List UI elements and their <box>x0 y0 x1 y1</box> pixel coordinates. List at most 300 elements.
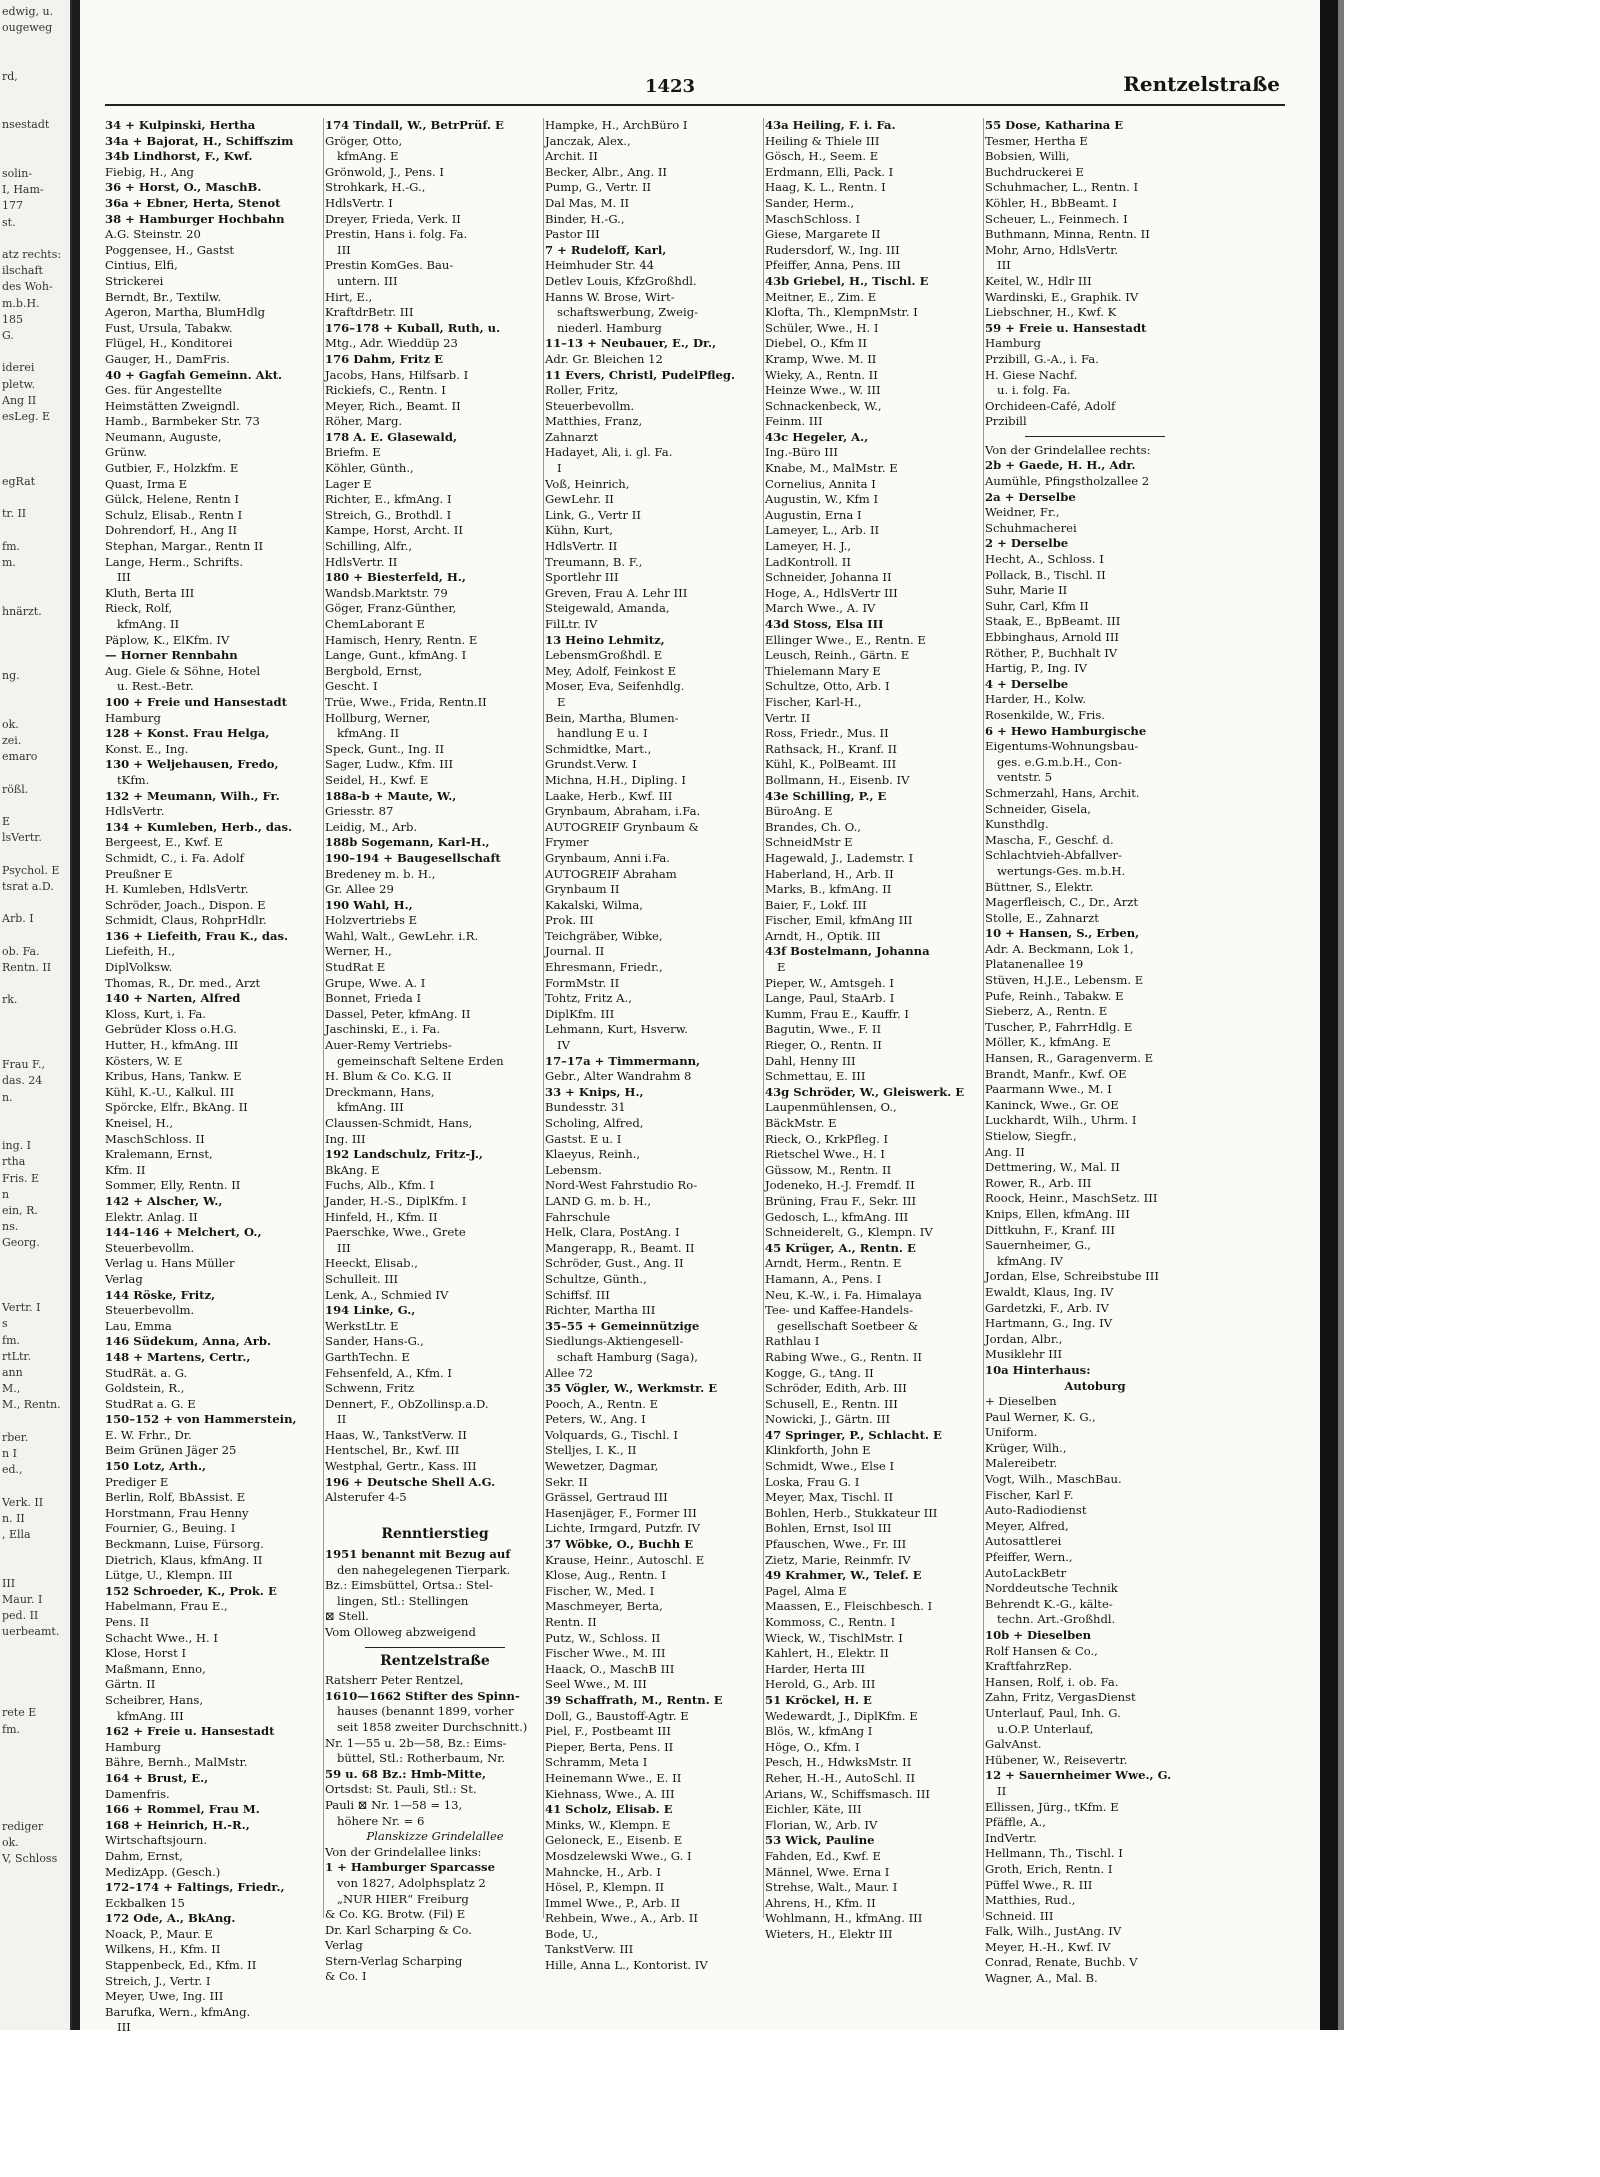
directory-entry: Berlin, Rolf, BbAssist. E <box>105 1490 246 1505</box>
directory-entry: Roock, Heinr., MaschSetz. III <box>985 1191 1158 1206</box>
directory-entry: Kiehnass, Wwe., A. III <box>545 1786 675 1801</box>
directory-entry: Röher, Marg. <box>325 414 403 429</box>
directory-entry: Suhr, Marie II <box>985 583 1068 598</box>
directory-entry: 172–174 + Faltings, Friedr., <box>105 1880 285 1895</box>
directory-entry: Klose, Horst I <box>105 1646 187 1661</box>
directory-entry: Groth, Erich, Rentn. I <box>985 1861 1113 1876</box>
spine-fragment: rk. <box>2 993 18 1007</box>
spine-fragment: pletw. <box>2 377 36 391</box>
directory-entry: Steuerbevollm. <box>545 398 635 413</box>
directory-entry: Hoge, A., HdlsVertr III <box>765 585 898 600</box>
spine-fragment: solin- <box>2 167 33 181</box>
directory-entry: Thomas, R., Dr. med., Arzt <box>105 975 261 990</box>
directory-entry: 43d Stoss, Elsa III <box>765 617 884 631</box>
directory-entry: 34b Lindhorst, F., Kwf. <box>105 149 253 164</box>
spine-fragment <box>2 766 70 782</box>
directory-entry: Journal. II <box>545 944 605 959</box>
directory-entry: Gröger, Otto, <box>325 133 403 148</box>
directory-entry: Schmidt, C., i. Fa. Adolf <box>105 850 244 865</box>
spine-fragment <box>2 1543 70 1559</box>
directory-entry: Möller, K., kfmAng. E <box>985 1035 1111 1050</box>
directory-entry: GalvAnst. <box>985 1737 1042 1752</box>
directory-entry: 17–17a + Timmermann, <box>545 1053 701 1068</box>
spine-fragment <box>2 587 70 603</box>
directory-entry: Meyer, H.-H., Kwf. IV <box>985 1939 1111 1954</box>
directory-entry: schaft Hamburg (Saga), <box>557 1349 698 1364</box>
directory-entry: Paul Werner, K. G., <box>985 1409 1096 1424</box>
directory-entry: büttel, Stl.: Rotherbaum, Nr. <box>337 1751 506 1766</box>
directory-entry: Eichler, Käte, III <box>765 1802 862 1817</box>
directory-entry: Pesch, H., HdwksMstr. II <box>765 1755 912 1770</box>
directory-entry: Mtg., Adr. Wieddüp 23 <box>325 336 458 351</box>
directory-entry: Treumann, B. F., <box>545 554 643 569</box>
directory-entry: Von der Grindelallee links: <box>325 1844 482 1859</box>
directory-entry: 100 + Freie und Hansestadt <box>105 694 287 709</box>
directory-entry: Lange, Herm., Schrifts. <box>105 554 244 569</box>
directory-entry: Zahnarzt <box>545 429 599 444</box>
directory-entry: 176–178 + Kuball, Ruth, u. <box>325 320 501 335</box>
directory-entry: Pufe, Reinh., Tabakw. E <box>985 988 1124 1003</box>
directory-entry: Buthmann, Minna, Rentn. II <box>985 227 1150 242</box>
spine-fragment: ns. <box>2 1220 19 1234</box>
directory-entry: LebensmGroßhdl. E <box>545 648 663 663</box>
directory-entry: HdlsVertr. I <box>325 195 393 210</box>
directory-entry: Damenfris. <box>105 1786 170 1801</box>
directory-entry: gesellschaft Soetbeer & <box>777 1318 919 1333</box>
directory-entry: 51 Kröckel, H. E <box>765 1692 872 1707</box>
directory-entry: 12 + Sauernheimer Wwe., G. <box>985 1768 1172 1783</box>
directory-entry: Rolf Hansen & Co., <box>985 1643 1098 1658</box>
directory-entry: Giese, Margarete II <box>765 227 881 242</box>
directory-entry: Rietschel Wwe., H. I <box>765 1147 885 1162</box>
directory-entry: Grünw. <box>105 445 147 460</box>
directory-entry: Habelmann, Frau E., <box>105 1599 228 1614</box>
directory-entry: u. i. folg. Fa. <box>997 383 1071 398</box>
directory-entry: StudRat a. G. E <box>105 1396 196 1411</box>
directory-entry: 150 Lotz, Arth., <box>105 1459 207 1474</box>
spine-fragment: ann <box>2 1366 23 1380</box>
directory-entry: Allee 72 <box>545 1365 593 1380</box>
directory-entry: Ehresmann, Friedr., <box>545 960 663 975</box>
directory-entry: Pieper, W., Amtsgeh. I <box>765 975 894 990</box>
directory-entry: Schusell, E., Rentn. III <box>765 1396 898 1411</box>
directory-entry: Verlag u. Hans Müller <box>105 1256 235 1271</box>
directory-entry: Briefm. E <box>325 445 381 460</box>
directory-entry: Schneiderelt, G., Klempn. IV <box>765 1225 933 1240</box>
directory-entry: Schüler, Wwe., H. I <box>765 320 879 335</box>
directory-entry: Frymer <box>545 835 589 850</box>
directory-entry: 1 + Hamburger Sparcasse <box>325 1860 495 1875</box>
directory-entry: Przibill <box>985 414 1027 429</box>
directory-entry: Helk, Clara, PostAng. I <box>545 1225 680 1240</box>
directory-entry: hauses (benannt 1899, vorher <box>337 1704 514 1719</box>
directory-entry: Mohr, Arno, HdlsVertr. <box>985 242 1119 257</box>
directory-entry: LadKontroll. II <box>765 554 851 569</box>
directory-entry: Harder, Herta III <box>765 1661 865 1676</box>
directory-entry: Hartig, P., Ing. IV <box>985 661 1088 676</box>
column-2 <box>325 118 545 2018</box>
spine-fragment: ing. I <box>2 1139 31 1153</box>
directory-entry: Heeckt, Elisab., <box>325 1256 418 1271</box>
directory-entry: H. Blum & Co. K.G. II <box>325 1069 452 1084</box>
directory-entry: Immel Wwe., P., Arb. II <box>545 1895 680 1910</box>
directory-entry: u.O.P. Unterlauf, <box>997 1721 1094 1736</box>
spine-fragment: zei. <box>2 734 22 748</box>
directory-entry: Pens. II <box>105 1615 150 1629</box>
spine-fragment: ed., <box>2 1463 23 1477</box>
directory-entry: 10b + Dieselben <box>985 1628 1092 1642</box>
directory-entry: Schneider, Johanna II <box>765 570 892 585</box>
directory-entry: 162 + Freie u. Hansestadt <box>105 1724 275 1739</box>
directory-entry: Schwenn, Fritz <box>325 1381 415 1396</box>
spine-fragment: 177 <box>2 199 23 213</box>
directory-entry: Jaschinski, E., i. Fa. <box>325 1022 441 1037</box>
spine-fragment: n. <box>2 1090 13 1104</box>
directory-entry: Pooch, A., Rentn. E <box>545 1396 659 1411</box>
directory-entry: Scheuer, L., Feinmech. I <box>985 211 1128 226</box>
directory-entry: Griesstr. 87 <box>325 804 394 819</box>
directory-entry: Kühl, K., PolBeamt. III <box>765 757 897 772</box>
column-1 <box>105 118 325 2035</box>
directory-entry: Liefeith, H., <box>105 944 176 959</box>
directory-entry: Schilling, Alfr., <box>325 539 413 554</box>
directory-entry: Kakalski, Wilma, <box>545 897 643 912</box>
directory-subheading: Autoburg <box>1064 1378 1126 1393</box>
directory-entry: Hasenjäger, F., Former III <box>545 1505 697 1520</box>
directory-entry: Knabe, M., MalMstr. E <box>765 461 898 476</box>
spine-fragment <box>2 523 70 539</box>
directory-entry: 140 + Narten, Alfred <box>105 991 241 1006</box>
directory-entry: Ellinger Wwe., E., Rentn. E <box>765 632 926 647</box>
directory-entry: III <box>117 570 131 585</box>
spine-fragment <box>2 571 70 587</box>
directory-entry: Rieger, O., Rentn. II <box>765 1038 882 1053</box>
directory-entry: Streich, G., Brothdl. I <box>325 507 452 522</box>
directory-entry: 43a Heiling, F. i. Fa. <box>765 118 896 132</box>
directory-entry: Blös, W., kfmAng I <box>765 1724 873 1739</box>
directory-entry: Minks, W., Klempn. E <box>545 1817 671 1832</box>
directory-entry: Schmerzahl, Hans, Archit. <box>985 785 1140 800</box>
directory-entry: 144 Röske, Fritz, <box>105 1287 216 1302</box>
directory-entry: 47 Springer, P., Schlacht. E <box>765 1427 942 1442</box>
spine-fragment: V, Schloss <box>2 1852 58 1866</box>
directory-entry: Horstmann, Frau Henny <box>105 1505 249 1520</box>
directory-entry: 43g Schröder, W., Gleiswerk. E <box>765 1084 965 1099</box>
directory-entry: Magerfleisch, C., Dr., Arzt <box>985 895 1139 910</box>
directory-entry: 152 Schroeder, K., Prok. E <box>105 1583 277 1598</box>
directory-entry: handlung E u. I <box>557 726 648 741</box>
spine-fragment <box>2 1770 70 1786</box>
section-rule <box>365 1647 505 1648</box>
directory-entry: Heimstätten Zweigndl. <box>105 398 240 413</box>
directory-entry: 59 + Freie u. Hansestadt <box>985 320 1147 335</box>
directory-entry: Jacobs, Hans, Hilfsarb. I <box>325 367 469 382</box>
directory-entry: StudRat E <box>325 960 386 975</box>
spine-fragment <box>2 1009 70 1025</box>
directory-entry: 1951 benannt mit Bezug auf <box>325 1547 511 1562</box>
directory-entry: Pastor III <box>545 227 600 242</box>
directory-entry: Maschmeyer, Berta, <box>545 1599 663 1614</box>
spine-fragment <box>2 458 70 474</box>
spine-fragment: rößl. <box>2 782 29 796</box>
directory-entry: Kumm, Frau E., Kauffr. I <box>765 1006 909 1021</box>
directory-entry: Steigewald, Amanda, <box>545 601 670 616</box>
directory-entry: Wieky, A., Rentn. II <box>765 367 878 382</box>
directory-entry: 194 Linke, G., <box>325 1303 416 1318</box>
directory-entry: Zietz, Marie, Reinmfr. IV <box>765 1552 911 1567</box>
spine-fragment <box>2 1252 70 1268</box>
spine-fragment <box>2 1786 70 1802</box>
directory-entry: III <box>117 2020 131 2035</box>
directory-entry: 49 Krahmer, W., Telef. E <box>765 1568 922 1583</box>
directory-entry: 10a Hinterhaus: <box>985 1362 1091 1377</box>
directory-entry: Köhler, H., BbBeamt. I <box>985 195 1118 210</box>
directory-entry: StudRät. a. G. <box>105 1365 188 1380</box>
spine-fragment: ng. <box>2 669 20 683</box>
directory-entry: Poggensee, H., Gastst <box>105 242 235 257</box>
directory-entry: Hinfeld, H., Kfm. II <box>325 1209 438 1224</box>
directory-entry: ges. e.G.m.b.H., Con- <box>997 754 1122 769</box>
directory-entry: 134 + Kumleben, Herb., das. <box>105 819 293 834</box>
directory-entry: Gastst. E u. I <box>545 1131 622 1146</box>
directory-entry: Dreyer, Frieda, Verk. II <box>325 211 461 226</box>
directory-entry: Preußner E <box>105 866 173 881</box>
directory-entry: Lange, Gunt., kfmAng. I <box>325 648 467 663</box>
directory-entry: SchneidMstr E <box>765 835 853 850</box>
directory-entry: Beim Grünen Jäger 25 <box>105 1443 237 1458</box>
directory-entry: Hamb., Barmbeker Str. 73 <box>105 414 260 429</box>
directory-entry: Stappenbeck, Ed., Kfm. II <box>105 1958 257 1973</box>
directory-entry: IV <box>557 1038 570 1053</box>
directory-entry: Speck, Gunt., Ing. II <box>325 741 445 756</box>
directory-entry: 196 + Deutsche Shell A.G. <box>325 1474 496 1489</box>
directory-entry: Dohrendorf, H., Ang II <box>105 523 238 538</box>
directory-entry: Loska, Frau G. I <box>765 1474 860 1489</box>
directory-entry: 37 Wöbke, O., Buchh E <box>545 1537 694 1552</box>
directory-entry: Seel Wwe., M. III <box>545 1677 647 1692</box>
spine-fragment <box>2 976 70 992</box>
directory-entry: 146 Südekum, Anna, Arb. <box>105 1334 272 1349</box>
directory-entry: Musiklehr III <box>985 1347 1063 1362</box>
directory-entry: Kösters, W. E <box>105 1053 183 1068</box>
spine-fragment <box>2 1657 70 1673</box>
directory-entry <box>325 1506 545 1522</box>
directory-entry: Kühl, K.-U., Kalkul. III <box>105 1084 235 1099</box>
directory-entry: GewLehr. II <box>545 492 614 507</box>
directory-entry: Rabing Wwe., G., Rentn. II <box>765 1349 922 1364</box>
directory-entry: Hansen, Rolf, i. ob. Fa. <box>985 1674 1119 1689</box>
directory-entry: 2a + Derselbe <box>985 489 1076 504</box>
directory-entry: Bonnet, Frieda I <box>325 991 422 1006</box>
directory-entry: u. Rest.-Betr. <box>117 679 194 694</box>
directory-entry: Fust, Ursula, Tabakw. <box>105 320 233 335</box>
directory-entry: Bobsien, Willi, <box>985 149 1070 164</box>
directory-entry: I <box>557 461 562 476</box>
directory-entry: Augustin, Erna I <box>765 507 862 522</box>
directory-entry: Fischer, W., Med. I <box>545 1583 655 1598</box>
spine-fragment: ok. <box>2 1835 19 1849</box>
directory-entry: Lebensm. <box>545 1162 602 1177</box>
spine-fragment: Maur. I <box>2 1592 43 1606</box>
directory-entry: Conrad, Renate, Buchb. V <box>985 1955 1138 1970</box>
directory-entry: Keitel, W., Hdlr III <box>985 273 1092 288</box>
directory-entry: Grupe, Wwe. A. I <box>325 975 426 990</box>
directory-entry: Goldstein, R., <box>105 1381 185 1396</box>
spine-fragment <box>2 1689 70 1705</box>
directory-entry: KraftfahrzRep. <box>985 1659 1073 1674</box>
directory-entry: 188a-b + Maute, W., <box>325 788 457 803</box>
directory-note: Planskizze Grindelallee <box>366 1829 504 1844</box>
directory-entry: Adr. A. Beckmann, Lok 1, <box>985 941 1134 956</box>
adjacent-page-fragments <box>0 0 70 1867</box>
directory-entry: Ing.-Büro III <box>765 445 839 460</box>
directory-entry: Prestin, Hans i. folg. Fa. <box>325 227 468 242</box>
directory-entry: Rehbein, Wwe., A., Arb. II <box>545 1911 698 1926</box>
spine-fragment: ped. II <box>2 1609 39 1623</box>
directory-entry: Mascha, F., Geschf. d. <box>985 832 1114 847</box>
directory-entry: 168 + Heinrich, H.-R., <box>105 1817 250 1832</box>
directory-entry: Pfeiffer, Wern., <box>985 1550 1073 1565</box>
directory-entry: Grynbaum, Anni i.Fa. <box>545 850 670 865</box>
directory-entry: Scholing, Alfred, <box>545 1116 644 1130</box>
directory-entry: Zahn, Fritz, VergasDienst <box>985 1690 1136 1705</box>
directory-entry: Schmidt, Claus, RohprHdlr. <box>105 913 267 928</box>
directory-entry: 4 + Derselbe <box>985 676 1069 691</box>
directory-entry: DiplVolksw. <box>105 960 173 975</box>
directory-entry: Richter, E., kfmAng. I <box>325 492 452 507</box>
spine-fragment <box>2 1122 70 1138</box>
directory-entry: Vogt, Wilh., MaschBau. <box>985 1472 1122 1487</box>
directory-entry: Hellmann, Th., Tischl. I <box>985 1846 1123 1861</box>
directory-entry: Baier, F., Lokf. III <box>765 897 867 912</box>
directory-entry: Pfauschen, Wwe., Fr. III <box>765 1537 907 1552</box>
directory-entry: Wieters, H., Elektr III <box>765 1926 893 1941</box>
spine-fragment: rete E <box>2 1706 37 1720</box>
directory-entry: Pagel, Alma E <box>765 1583 847 1598</box>
directory-entry: Lenk, A., Schmied IV <box>325 1287 449 1302</box>
directory-entry: Alsterufer 4-5 <box>325 1490 407 1505</box>
directory-entry: Fischer, Karl-H., <box>765 694 862 709</box>
directory-entry: Strickerei <box>105 273 164 288</box>
directory-entry: gemeinschaft Seltene Erden <box>337 1053 504 1068</box>
directory-entry: H. Kumleben, HdlsVertr. <box>105 882 249 897</box>
directory-entry: Büttner, S., Elektr. <box>985 879 1094 894</box>
spine-fragment <box>2 36 70 52</box>
directory-entry: Maßmann, Enno, <box>105 1661 206 1676</box>
directory-entry: Gauger, H., DamFris. <box>105 351 230 366</box>
spine-fragment <box>2 134 70 150</box>
spine-fragment: tsrat a.D. <box>2 879 54 893</box>
directory-entry: Kaninck, Wwe., Gr. OE <box>985 1097 1119 1112</box>
directory-entry: Arndt, Herm., Rentn. E <box>765 1256 902 1271</box>
directory-entry: Hampke, H., ArchBüro I <box>545 118 688 132</box>
directory-entry: Grynbaum, Abraham, i.Fa. <box>545 804 701 819</box>
directory-entry: Wieck, W., TischlMstr. I <box>765 1630 903 1645</box>
spine-fragment: iderei <box>2 361 35 375</box>
directory-entry: kfmAng. III <box>117 1708 184 1723</box>
directory-entry: Harder, H., Kolw. <box>985 692 1086 707</box>
directory-entry: Barufka, Wern., kfmAng. <box>105 2004 251 2019</box>
directory-entry: 35 Vögler, W., Werkmstr. E <box>545 1381 718 1396</box>
directory-entry: Dettmering, W., Mal. II <box>985 1160 1120 1175</box>
directory-entry: Holzvertriebs E <box>325 913 418 928</box>
directory-entry: Suhr, Carl, Kfm II <box>985 598 1089 613</box>
directory-entry: 35–55 + Gemeinnützige <box>545 1318 700 1333</box>
directory-entry: Jodeneko, H.-J. Fremdf. II <box>765 1178 915 1193</box>
directory-entry: Jordan, Else, Schreibstube III <box>985 1269 1159 1284</box>
directory-entry: schaftswerbung, Zweig- <box>557 305 699 320</box>
directory-entry: Michna, H.H., Dipling. I <box>545 772 686 787</box>
directory-entry: Malereibetr. <box>985 1456 1058 1471</box>
directory-entry: Püffel Wwe., R. III <box>985 1877 1093 1892</box>
directory-entry: Stolle, E., Zahnarzt <box>985 910 1099 925</box>
directory-entry: 13 Heino Lehmitz, <box>545 632 665 647</box>
directory-entry: Mahncke, H., Arb. I <box>545 1864 661 1879</box>
directory-entry: Gutbier, F., Holzkfm. E <box>105 461 239 476</box>
directory-entry: Matthies, Rud., <box>985 1893 1076 1908</box>
directory-entry: Reher, H.-H., AutoSchl. II <box>765 1770 916 1785</box>
directory-entry: kfmAng. II <box>117 617 180 631</box>
directory-entry: BäckMstr. E <box>765 1116 837 1130</box>
directory-entry: 34a + Bajorat, H., Schiffszim <box>105 133 294 148</box>
directory-entry: H. Giese Nachf. <box>985 367 1078 382</box>
spine-fragment <box>2 1673 70 1689</box>
directory-entry: Meyer, Rich., Beamt. II <box>325 398 461 413</box>
directory-entry: 164 + Brust, E., <box>105 1770 209 1785</box>
directory-entry: Rentn. II <box>545 1615 597 1629</box>
directory-entry: Lichte, Irmgard, Putzfr. IV <box>545 1521 700 1536</box>
directory-entry: 180 + Biesterfeld, H., <box>325 570 466 585</box>
directory-entry: Schröder, Edith, Arb. III <box>765 1381 907 1396</box>
directory-entry: Becker, Albr., Ang. II <box>545 164 668 179</box>
directory-entry: Mey, Adolf, Feinkost E <box>545 663 677 678</box>
directory-entry: Göger, Franz-Günther, <box>325 601 457 616</box>
directory-entry: Przibill, G.-A., i. Fa. <box>985 351 1099 366</box>
spine-fragment: n. II <box>2 1511 25 1525</box>
spine-fragment: III <box>2 1576 16 1590</box>
directory-entry: Höge, O., Kfm. I <box>765 1739 860 1754</box>
directory-entry: Tesmer, Hertha E <box>985 133 1088 148</box>
directory-entry: Ellissen, Jürg., tKfm. E <box>985 1799 1119 1814</box>
spine-fragment <box>2 53 70 69</box>
directory-entry: Dreckmann, Hans, <box>325 1084 435 1099</box>
directory-entry: Steuerbevollm. <box>105 1240 195 1255</box>
street-heading: Rentzelstraße <box>380 1652 490 1669</box>
directory-entry: 132 + Meumann, Wilh., Fr. <box>105 788 280 803</box>
directory-entry: HdlsVertr. II <box>325 554 398 569</box>
directory-entry: Haag, K. L., Rentn. I <box>765 180 886 195</box>
spine-fragment <box>2 701 70 717</box>
directory-entry: Wahl, Walt., GewLehr. i.R. <box>325 928 479 943</box>
directory-entry: Prestin KomGes. Bau- <box>325 258 454 273</box>
spine-fragment: uerbeamt. <box>2 1625 60 1639</box>
spine-fragment: hnärzt. <box>2 604 42 618</box>
directory-entry: Fournier, G., Beuing. I <box>105 1521 236 1536</box>
directory-entry: Gülck, Helene, Rentn I <box>105 492 240 507</box>
directory-entry: Rower, R., Arb. III <box>985 1175 1092 1190</box>
directory-entry: Bergbold, Ernst, <box>325 663 423 678</box>
directory-entry: Quast, Irma E <box>105 476 188 491</box>
directory-entry: Gescht. I <box>325 679 378 694</box>
directory-entry: Aug. Giele & Söhne, Hotel <box>105 663 261 678</box>
directory-entry: Schuhmacherei <box>985 520 1077 535</box>
spine-fragment: I, Ham- <box>2 183 44 197</box>
spine-fragment: rediger <box>2 1819 44 1833</box>
directory-entry: Tee- und Kaffee-Handels- <box>765 1303 913 1318</box>
directory-entry: II <box>337 1412 347 1427</box>
directory-entry: Fischer, Emil, kfmAng III <box>765 913 913 928</box>
spine-fragment: rd, <box>2 69 18 83</box>
